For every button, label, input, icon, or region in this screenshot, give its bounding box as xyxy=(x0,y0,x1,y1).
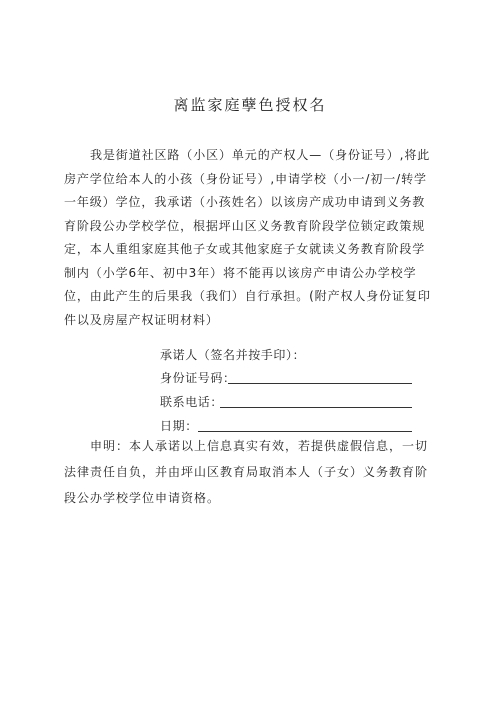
phone-label: 联系电话： xyxy=(160,395,224,409)
document-title: 离监家庭孽色授权名 xyxy=(173,96,327,114)
phone-line xyxy=(220,407,412,408)
declaration-paragraph: 申明：本人承诺以上信息真实有效，若提供虚假信息，一切法律责任自负，并由坪山区教育局取消本人（子女）义务教育阶段公办学校学位申请资格。 xyxy=(64,439,429,505)
date-line xyxy=(198,431,412,432)
commitment-paragraph: 我是街道社区路（小区）单元的产权人—（身份证号）,将此房产学位给本人的小孩（身份证号）,申请学校（小一/初一/转学一年级）学位，我承诺（小孩姓名）以该房产成功申请到义务教育阶段公办学校学位，根据坪山区义务教育阶段学位锁定政策规定，本人重组家庭其他子女或其他家庭子女就读义务教育阶段学制内（小学6年、初中3年）将不能再以该房产申请公办学校学位，由此产生的后果我（我们）自行承担。(附产权人身份证复印件以及房屋产权证明材料） xyxy=(64,148,431,327)
date-label: 日期： xyxy=(160,419,198,433)
promisor-label: 承诺人（签名并按手印）： xyxy=(160,348,306,362)
id-number-label: 身份证号码： xyxy=(160,371,236,385)
id-number-line xyxy=(228,383,412,384)
